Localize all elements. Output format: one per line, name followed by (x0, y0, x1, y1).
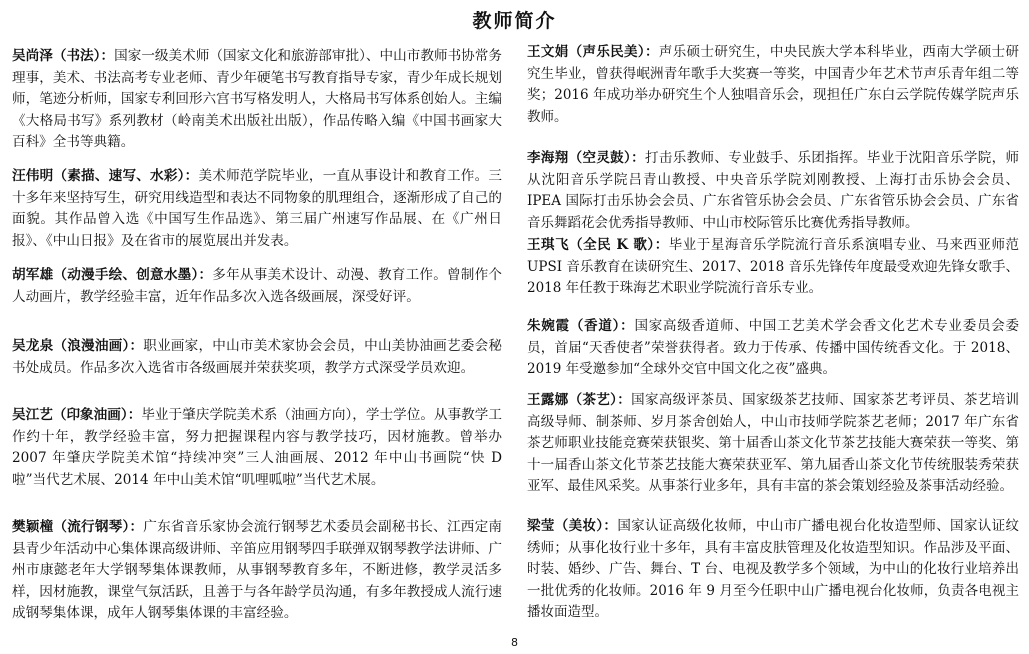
teacher-bio: 国家高级香道师、中国工艺美术学会香文化艺术专业委员会委员，首届“天香使者”荣誉获得者。致力于传承、传播中国传统香文化。于 2018、2019 年受邀参加“全球外交官中国文化之夜”盛典。 (527, 318, 1020, 377)
teacher-profile-wu-shangze (12, 46, 502, 154)
teacher-name: 吴江艺（印象油画）： (12, 407, 142, 423)
teacher-name: 王文娟（声乐民美）： (527, 44, 659, 60)
teacher-name: 李海翔（空灵鼓）： (527, 150, 646, 166)
teacher-bio: 美术师范学院毕业，一直从事设计和教育工作。三十多年来坚持写生，研究用线造型和表达不同物象的肌理组合，逐渐形成了自己的面貌。其作品曾入选《中国写生作品选》、第三届广州速写作品展、在《广州日报》、《中山日报》及在省市的展览展出并发表。 (12, 168, 502, 249)
teacher-bio: 毕业于肇庆学院美术系（油画方向），学士学位。从事教学工作约十年，教学经验丰富，努力把握课程内容与教学技巧，因材施教。曾举办 2007 年肇庆学院美术馆“持续冲突”三人油画展、2012 年中山书画院“快 D 啦”当代艺术展、2014 年中山美术馆“叽哩呱啦”当代艺术展。 (12, 407, 502, 488)
teacher-bio: 国家一级美术师（国家文化和旅游部审批）、中山市教师书协常务理事，美术、书法高考专业老师、青少年硬笔书写教育指导专家，青少年成长规划师，笔迹分析师，国家专利回形六宫书写格发明人，大格局书写体系创始人。主编《大格局书写》系列教材（岭南美术出版社出版），作品传略入编《中国书画家大百科》全书等典籍。 (12, 48, 502, 150)
teacher-bio: 打击乐教师、专业鼓手、乐团指挥。毕业于沈阳音乐学院，师从沈阳音乐学院吕青山教授、中央音乐学院刘刚教授、上海打击乐协会会员、IPEA 国际打击乐协会会员、广东省管乐协会会员、广东省管乐协会会员、广东省音乐舞蹈花会优秀指导教师、中山市校际管乐比赛优秀指导教师。 (527, 150, 1020, 231)
teacher-bio: 职业画家，中山市美术家协会会员，中山美协油画艺委会秘书处成员。作品多次入选省市各级画展并荣获奖项，教学方式深受学员欢迎。 (12, 338, 503, 376)
teacher-name: 王琪飞（全民 K 歌）： (527, 237, 669, 253)
teacher-name: 吴龙泉（浪漫油画）： (12, 338, 144, 354)
teacher-bio: 国家认证高级化妆师，中山市广播电视台化妆造型师、国家认证纹绣师；从事化妆行业十多年，具有丰富皮肤管理及化妆造型知识。作品涉及平面、时装、婚纱、广告、舞台、T 台、电视及教学多个领域，为中山的化妆行业培养出一批优秀的化妆师。2016 年 9 月至今任职中山广播电视台化妆师，负责各电视主播妆面造型。 (527, 518, 1020, 620)
page-title: 教师简介 (472, 10, 557, 32)
teacher-name: 樊颖橦（流行钢琴）： (12, 519, 144, 535)
teacher-profile-wu-jiangyi (12, 405, 502, 491)
teacher-bio: 声乐硕士研究生，中央民族大学本科毕业，西南大学硕士研究生毕业，曾获得岷洲青年歌手大奖赛一等奖，中国青少年艺术节声乐青年组二等奖；2016 年成功举办研究生个人独唱音乐会，现担任广东白云学院传媒学院声乐教师。 (527, 44, 1020, 125)
teacher-bio: 广东省音乐家协会流行钢琴艺术委员会副秘书长、江西定南县青少年活动中心集体课高级讲师、辛笛应用钢琴四手联弹双钢琴教学法讲师、广州市康懿老年大学钢琴集体课教师，从事钢琴教育多年，不断进修，教学灵活多样，因材施教，课堂气氛活跃，且善于与各年龄学员沟通，有多年教授成人流行速成钢琴集体课，成年人钢琴集体课的丰富经验。 (12, 519, 503, 621)
teacher-profile-li-haixiang (527, 148, 1019, 234)
teacher-profile-wang-qifei (527, 235, 1019, 300)
teacher-bio: 多年从事美术设计、动漫、教育工作。曾制作个人动画片，教学经验丰富，近年作品多次入选各级画展，深受好评。 (12, 267, 503, 305)
teacher-profile-zhu-wanxia (527, 316, 1019, 381)
teacher-name: 汪伟明（素描、速写、水彩）： (12, 168, 199, 184)
teacher-profile-wu-longquan (12, 336, 502, 379)
teacher-profile-wang-luna (527, 390, 1019, 498)
page-number: 8 (511, 636, 518, 649)
teacher-bio: 毕业于星海音乐学院流行音乐系演唱专业、马来西亚师范 UPSI 音乐教育在读研究生、2017、2018 音乐先锋传年度最受欢迎先锋女歌手、2018 年任教于珠海艺术职业学院流行音乐专业。 (527, 237, 1019, 296)
teacher-profile-hu-junxiong (12, 265, 502, 308)
teacher-name: 王露娜（茶艺）： (527, 392, 632, 408)
teacher-name: 吴尚泽（书法）： (12, 48, 115, 64)
teacher-name: 梁莹（美妆）： (527, 518, 618, 534)
teacher-profile-wang-wenjuan (527, 42, 1019, 128)
teacher-profile-fan-yingtong (12, 517, 502, 625)
teacher-profile-liang-ying (527, 516, 1019, 624)
teacher-profile-wang-weiming (12, 166, 502, 252)
teacher-name: 胡军雄（动漫手绘、创意水墨）： (12, 267, 213, 283)
teacher-bio: 国家高级评茶员、国家级茶艺技师、国家茶艺考评员、茶艺培训高级导师、制茶师、岁月茶舍创始人，中山市技师学院茶艺老师；2017 年广东省茶艺师职业技能竞赛荣获银奖、第十届香山茶文化节茶艺技能大赛荣获一等奖、第十一届香山茶文化节茶艺技能大赛荣获亚军、第九届香山茶文化节传统服装秀荣获亚军、最佳风采奖。从事茶行业多年，具有丰富的茶会策划经验及茶事活动经验。 (527, 392, 1020, 494)
teacher-name: 朱婉霞（香道）： (527, 318, 635, 334)
